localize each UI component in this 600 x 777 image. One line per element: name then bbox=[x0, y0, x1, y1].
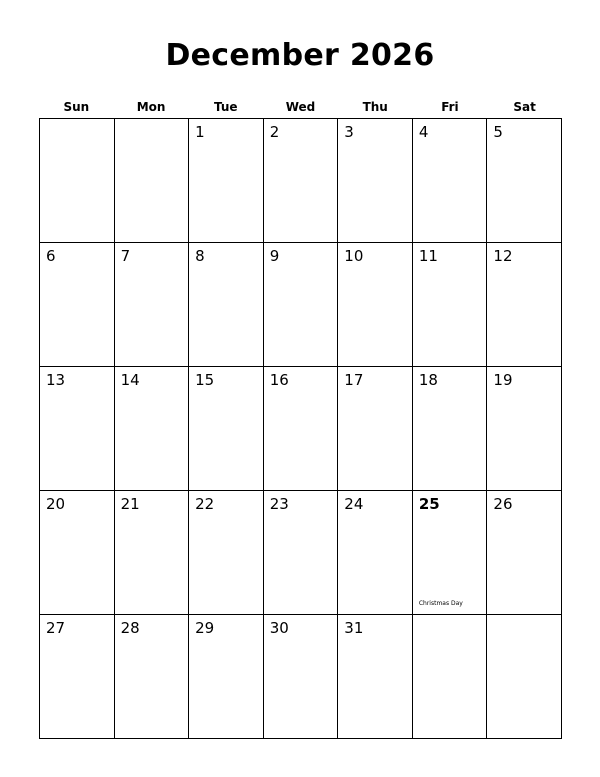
day-cell-empty bbox=[40, 119, 115, 243]
day-cell bbox=[338, 243, 413, 367]
weekday-mon: Mon bbox=[136, 100, 166, 114]
day-number: 21 bbox=[120, 495, 140, 513]
day-cell bbox=[40, 367, 115, 491]
day-cell bbox=[413, 119, 488, 243]
day-cell bbox=[40, 243, 115, 367]
calendar-grid bbox=[39, 118, 562, 739]
day-number: 29 bbox=[195, 619, 215, 637]
day-number: 30 bbox=[269, 619, 289, 637]
day-cell bbox=[338, 119, 413, 243]
day-cell bbox=[115, 243, 190, 367]
day-cell bbox=[264, 119, 339, 243]
day-cell bbox=[189, 243, 264, 367]
day-number: 5 bbox=[493, 123, 503, 141]
day-number: 15 bbox=[195, 371, 215, 389]
day-number: 18 bbox=[418, 371, 438, 389]
day-cell bbox=[115, 615, 190, 739]
weekday-wed: Wed bbox=[285, 100, 316, 114]
day-cell bbox=[40, 491, 115, 615]
day-number: 16 bbox=[269, 371, 289, 389]
day-number: 13 bbox=[46, 371, 66, 389]
day-cell bbox=[40, 615, 115, 739]
day-number: 9 bbox=[269, 247, 280, 265]
day-cell bbox=[338, 491, 413, 615]
day-cell bbox=[264, 243, 339, 367]
day-number: 31 bbox=[344, 619, 364, 637]
day-cell bbox=[264, 615, 339, 739]
day-cell bbox=[487, 491, 562, 615]
day-cell bbox=[413, 367, 488, 491]
day-cell bbox=[189, 615, 264, 739]
day-cell bbox=[264, 491, 339, 615]
day-number: 6 bbox=[46, 247, 56, 265]
weekday-sat: Sat bbox=[513, 100, 536, 114]
day-number: 2 bbox=[269, 123, 280, 141]
day-number: 7 bbox=[120, 247, 131, 265]
day-number: 26 bbox=[493, 495, 513, 513]
day-number: 4 bbox=[418, 123, 429, 141]
day-cell bbox=[487, 367, 562, 491]
day-cell bbox=[189, 119, 264, 243]
day-cell bbox=[413, 243, 488, 367]
day-cell-holiday bbox=[413, 491, 488, 615]
page-title: December 2026 bbox=[165, 38, 435, 73]
weekday-sun: Sun bbox=[63, 100, 90, 114]
day-number: 27 bbox=[46, 619, 66, 637]
day-number: 28 bbox=[120, 619, 140, 637]
day-cell bbox=[487, 119, 562, 243]
day-number: 8 bbox=[195, 247, 205, 265]
day-cell bbox=[487, 243, 562, 367]
day-number: 19 bbox=[493, 371, 513, 389]
day-cell bbox=[189, 491, 264, 615]
weekday-tue: Tue bbox=[214, 100, 238, 114]
weekday-header-row bbox=[39, 99, 562, 115]
day-number: 24 bbox=[344, 495, 364, 513]
day-number: 14 bbox=[120, 371, 140, 389]
day-number: 11 bbox=[418, 247, 438, 265]
day-cell bbox=[115, 367, 190, 491]
day-number: 17 bbox=[344, 371, 364, 389]
day-number: 3 bbox=[344, 123, 354, 141]
weekday-thu: Thu bbox=[362, 100, 388, 114]
day-cell bbox=[338, 367, 413, 491]
day-cell bbox=[115, 491, 190, 615]
day-number: 20 bbox=[46, 495, 66, 513]
weekday-fri: Fri bbox=[441, 100, 459, 114]
day-number: 1 bbox=[195, 123, 205, 141]
day-number: 23 bbox=[269, 495, 289, 513]
day-number: 22 bbox=[195, 495, 215, 513]
day-cell-empty bbox=[115, 119, 190, 243]
day-number-holiday: 25 bbox=[418, 495, 440, 513]
day-cell-empty bbox=[487, 615, 562, 739]
day-cell bbox=[338, 615, 413, 739]
holiday-label: Christmas Day bbox=[418, 600, 463, 607]
day-cell bbox=[189, 367, 264, 491]
day-number: 10 bbox=[344, 247, 364, 265]
day-cell-empty bbox=[413, 615, 488, 739]
day-number: 12 bbox=[493, 247, 513, 265]
day-cell bbox=[264, 367, 339, 491]
